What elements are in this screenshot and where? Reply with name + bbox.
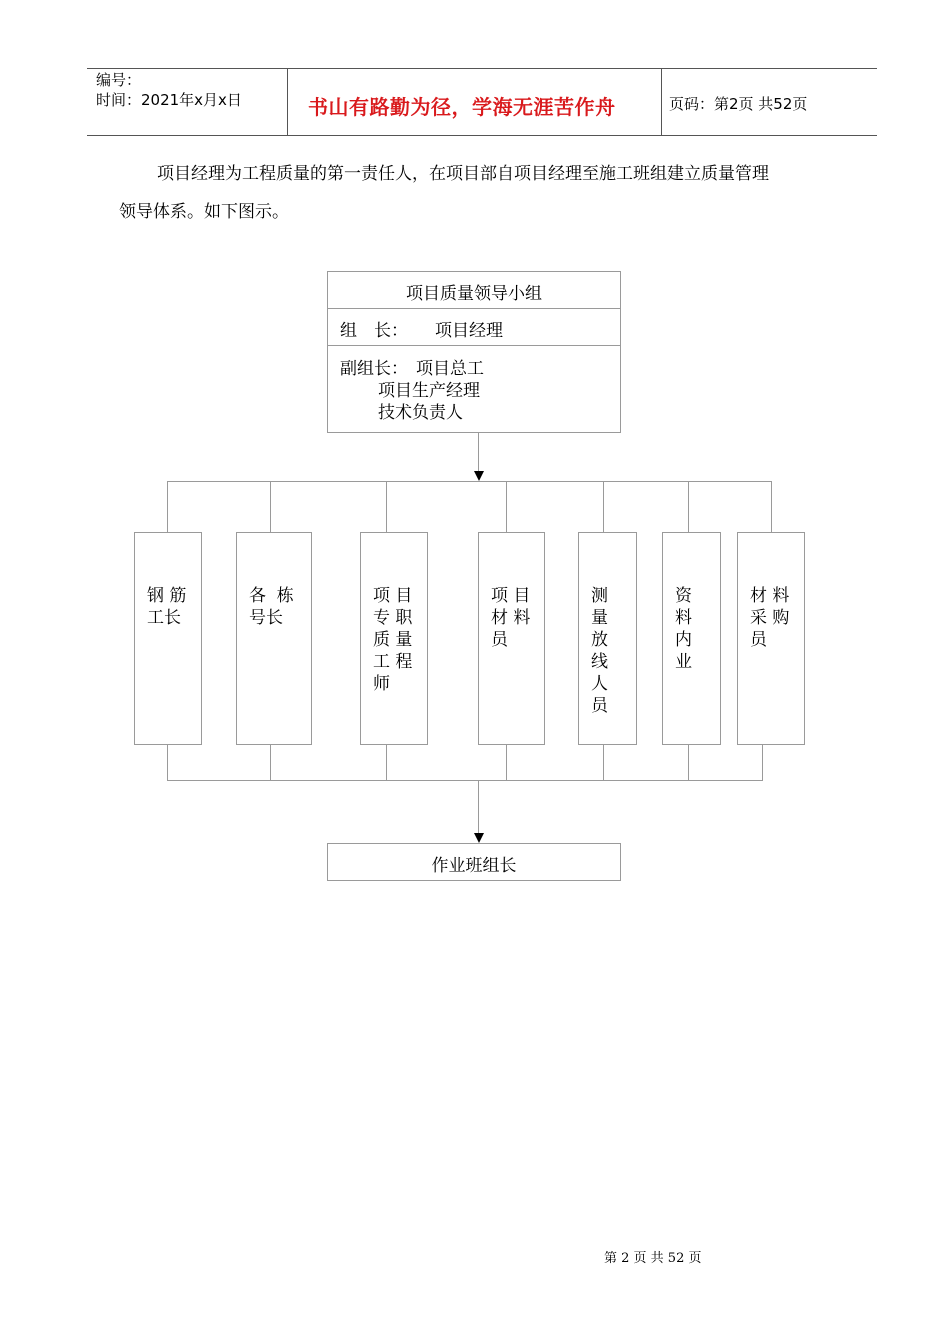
deputy-role-label: 副组长： [340,359,408,379]
connector-line [506,481,507,533]
member-text: 钢 筋 工长 [147,586,187,628]
connector-line [762,745,763,780]
header-top-rule [87,68,877,69]
connector-line [506,745,507,780]
leader-row-divider-1 [327,308,621,309]
leader-name: 项目经理 [435,321,503,341]
deputy-item: 技术负责人 [378,403,463,423]
member-text: 材 料 采 购 员 [750,586,790,650]
connector-line [270,481,271,533]
header-page-info: 页码：第2页 共52页 [669,95,808,113]
member-text: 项 目 专 职 质 量 工 程 师 [373,586,413,694]
header-bottom-rule [87,135,877,136]
distribution-bus-top [167,481,772,482]
connector-line [167,745,168,780]
arrow-down-icon [474,471,484,481]
leader-group-title: 项目质量领导小组 [406,284,542,304]
member-text: 测 量 放 线 人 员 [591,586,608,716]
connector-line [478,780,479,833]
header-divider-right [661,68,662,136]
document-number-label: 编号： [96,71,142,89]
member-text: 资 料 内 业 [675,586,692,672]
member-text: 项 目 材 料 员 [491,586,531,650]
leader-role-label: 组 长： [340,321,408,341]
connector-line [688,481,689,533]
connector-line [386,481,387,533]
header-divider-left [287,68,288,136]
body-paragraph-line-1: 项目经理为工程质量的第一责任人，在项目部自项目经理至施工班组建立质量管理 [157,164,769,184]
connector-line [603,745,604,780]
leader-row-divider-2 [327,345,621,346]
member-text: 各 栋 号长 [249,586,294,628]
connector-line [478,433,479,471]
deputy-item: 项目生产经理 [378,381,480,401]
connector-line [771,481,772,533]
document-time-label: 时间：2021年x月x日 [96,91,242,109]
connector-line [270,745,271,780]
connector-line [167,481,168,533]
collection-bus-bottom [167,780,763,781]
connector-line [688,745,689,780]
work-team-leader-label: 作业班组长 [431,856,517,876]
page-footer: 第 2 页 共 52 页 [604,1251,702,1266]
header-motto: 书山有路勤为径，学海无涯苦作舟 [308,95,616,119]
connector-line [603,481,604,533]
deputy-item: 项目总工 [416,359,484,379]
arrow-down-icon [474,833,484,843]
connector-line [386,745,387,780]
body-paragraph-line-2: 领导体系。如下图示。 [119,202,289,222]
